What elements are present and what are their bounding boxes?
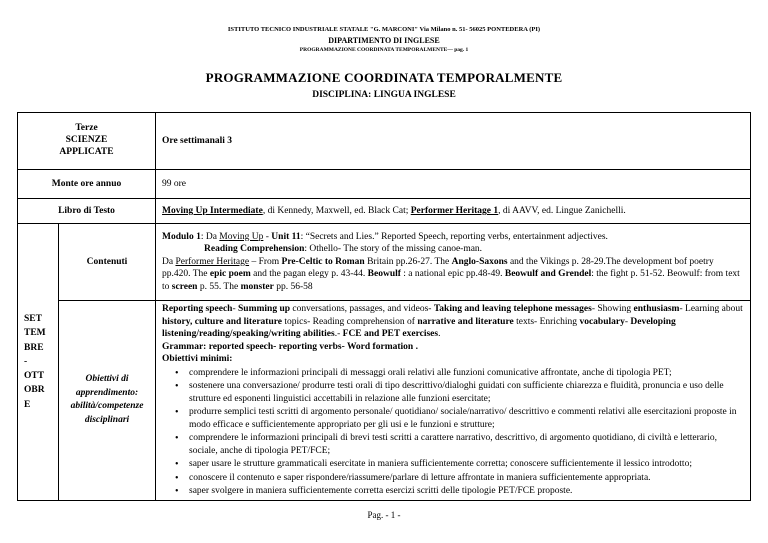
textbook-label-cell: Libro di Testo xyxy=(18,199,156,224)
month-line-3: BRE xyxy=(24,342,44,353)
obiettivi-label-cell xyxy=(59,301,156,501)
class-name-cell xyxy=(18,113,156,170)
class-name-line-3: APPLICATE xyxy=(59,146,114,157)
textbook-value-cell: Moving Up Intermediate, di Kennedy, Maxwell, ed. Black Cat; Performer Heritage 1, di AAVV, ed. Lingue Zanichelli. xyxy=(156,199,751,224)
obiettivi-label-line-1: Obiettivi di xyxy=(85,373,129,384)
page-subtitle: DISCIPLINA: LINGUA INGLESE xyxy=(312,90,456,100)
table-row-class xyxy=(18,113,751,170)
header-department-line: DIPARTIMENTO DI INGLESE xyxy=(328,36,440,45)
month-line-2: TEM xyxy=(24,328,46,339)
weekly-hours-cell: Ore settimanali 3 xyxy=(156,113,751,170)
page-footer: Pag. - 1 - xyxy=(367,510,401,520)
programmazione-table xyxy=(17,112,751,501)
table-row-obiettivi xyxy=(18,301,751,501)
month-period-cell xyxy=(18,224,59,501)
class-name-line-2: SCIENZE xyxy=(65,135,108,146)
month-line-6: OBR xyxy=(24,385,45,396)
obiettivi-content-cell: Reporting speech- Summing up conversations, passages, and videos- Taking and leaving telephone messages- Showing enthusiasm- Learning about history, culture and literature topics- Reading comprehension of narrative and literature texts- Enriching vocabulary- Developing listening/reading/speaking/writing abilities.- FCE and PET exercises. Grammar: reported speech- reporting verbs- Word formation . Obiettivi minimi: • comprendere le informazioni principali di messaggi orali relativi alle funzioni comunicative affrontate, anche di tipologia PET; • sostenere una conversazione/ produrre testi orali di tipo descrittivo/dialoghi guidati con sufficiente chiarezza e fluidità, pronuncia e uso delle strutture ed esponenti linguistici accettabili in relazione alle funzioni esercitate; • produrre semplici testi scritti di argomento personale/ quotidiano/ sociale/narrativo/ descrittivo e commenti relativi alle esercitazioni proposte in modo efficace e sufficientemente appropriato per gli usi e le funzioni e strutture; • comprendere le informazioni principali di brevi testi scritti a carattere narrativo, descrittivo, di argomento quotidiano, di civiltà e letterario, sociale, anche di tipologia PET/FCE; • saper usare le strutture grammaticali esercitate in maniera sufficientemente corretta; conoscere sufficientemente il lessico introdotto; • conoscere il contenuto e saper rispondere/riassumere/parlare di letture affrontate in maniera sufficientemente appropriata. • saper svolgere in maniera sufficientemente corretta esercizi scritti delle tipologie PET/FCE proposte. xyxy=(156,301,751,501)
month-line-1: SET xyxy=(24,314,42,325)
month-line-7: E xyxy=(24,399,31,410)
header-institute-line: ISTITUTO TECNICO INDUSTRIALE STATALE "G. MARCONI" Via Milano n. 51- 56025 PONTEDERA (PI) xyxy=(227,26,541,33)
contenuti-content-cell: Modulo 1: Da Moving Up - Unit 11: “Secrets and Lies.” Reported Speech, reporting verbs, entertainment adjectives. Reading Comprehension: Othello- The story of the missing canoe-man. Da Performer Heritage – From Pre-Celtic to Roman Britain pp.26-27. The Anglo-Saxons and the Vikings p. 28-29.The development bof poetry pp.420. The epic poem and the pagan elegy p. 43-44. Beowulf : a national epic pp.48-49. Beowulf and Grendel: the fight p. 51-52. Beowulf: from text to screen p. 55. The monster pp. 56-58 xyxy=(156,224,751,301)
annual-hours-value-cell: 99 ore xyxy=(156,170,751,199)
obiettivi-label-line-3: abilità/competenze xyxy=(70,401,144,412)
obiettivi-label-line-4: disciplinari xyxy=(84,415,130,426)
month-line-5: OTT xyxy=(24,371,45,382)
page-title: PROGRAMMAZIONE COORDINATA TEMPORALMENTE xyxy=(205,70,563,85)
obiettivi-label-line-2: apprendimento: xyxy=(75,387,139,398)
table-row-annual-hours xyxy=(18,170,751,199)
table-row-contenuti xyxy=(18,224,751,301)
table-row-textbook xyxy=(18,199,751,224)
header-running-title: PROGRAMMAZIONE COORDINATA TEMPORALMENTE— pag. 1 xyxy=(299,47,469,53)
document-header xyxy=(0,0,768,53)
contenuti-label-cell: Contenuti xyxy=(59,224,156,301)
class-name-line-1: Terze xyxy=(75,123,98,134)
month-line-4: - xyxy=(24,356,28,367)
annual-hours-label-cell: Monte ore annuo xyxy=(18,170,156,199)
